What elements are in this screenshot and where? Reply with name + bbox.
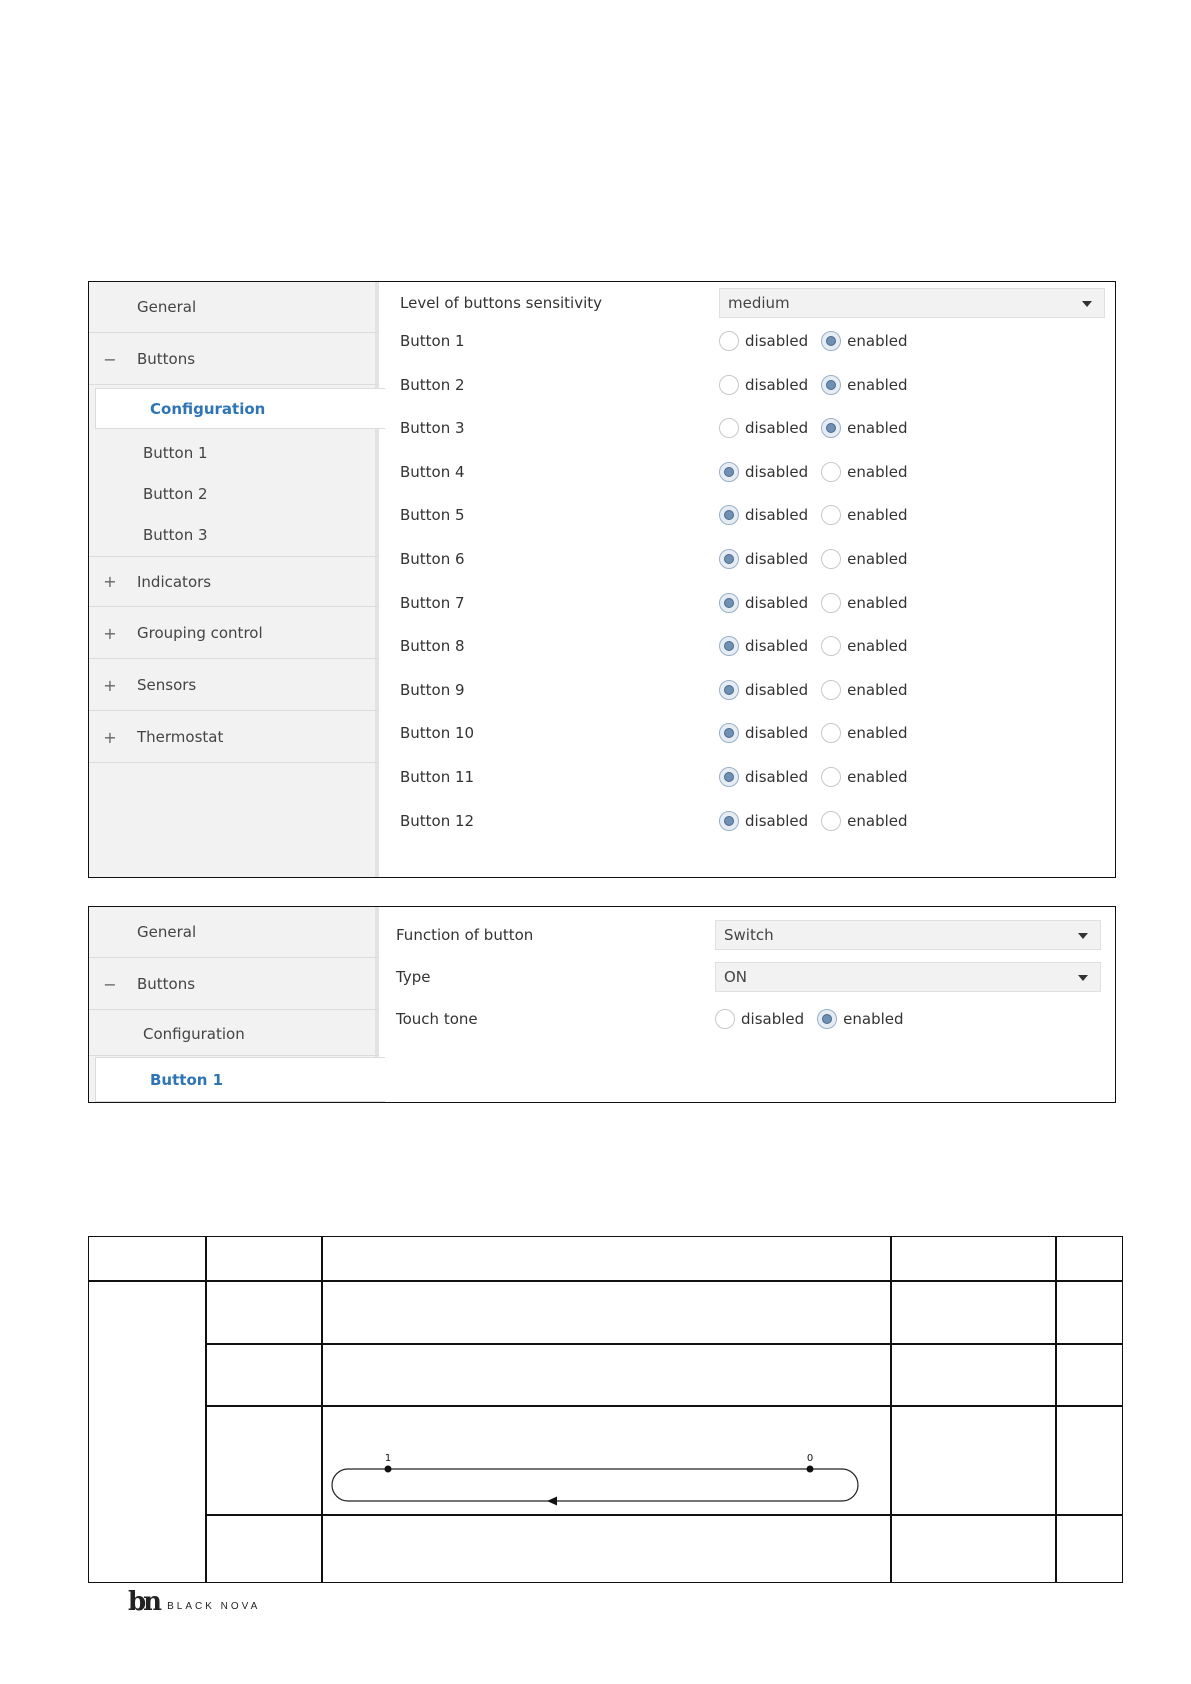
expand-icon[interactable]: + xyxy=(103,572,117,591)
option-disabled[interactable] xyxy=(719,593,808,613)
nav-item-label: Button 1 xyxy=(143,443,208,462)
nav-item-label: Grouping control xyxy=(137,624,263,642)
select-value: ON xyxy=(724,968,748,986)
param-label: Button 11 xyxy=(400,768,475,786)
option-disabled[interactable] xyxy=(719,505,808,525)
param-row-button xyxy=(383,718,1115,748)
radio-label: enabled xyxy=(843,1010,904,1028)
param-row-type xyxy=(379,962,1115,992)
nav-item-label: Indicators xyxy=(137,572,212,591)
radio-label: enabled xyxy=(847,680,908,699)
radio-button[interactable] xyxy=(821,331,841,351)
radio-button[interactable] xyxy=(719,593,739,613)
radio-label: enabled xyxy=(847,419,908,438)
table-header-divider xyxy=(89,1280,1122,1282)
nav-item-grouping-control[interactable] xyxy=(89,608,379,659)
brand-logo xyxy=(128,1589,260,1615)
param-label: Button 1 xyxy=(400,332,465,350)
param-label: Type xyxy=(396,968,431,986)
button-state-radio-group xyxy=(719,811,908,831)
option-enabled[interactable] xyxy=(821,505,907,525)
radio-button[interactable] xyxy=(821,767,841,787)
nav-item-button-2[interactable] xyxy=(89,473,379,514)
param-label: Button 8 xyxy=(400,637,465,656)
button-state-radio-group xyxy=(719,549,908,569)
option-disabled[interactable] xyxy=(719,331,808,351)
button-state-radio-group xyxy=(719,505,908,525)
nav-item-button-3[interactable] xyxy=(89,514,379,555)
radio-label: disabled xyxy=(745,375,809,394)
param-row-button xyxy=(383,457,1115,487)
radio-label: enabled xyxy=(847,637,908,656)
param-row-button xyxy=(383,500,1115,530)
button-state-radio-group xyxy=(719,375,908,395)
nav-item-thermostat[interactable] xyxy=(89,712,379,763)
expand-icon[interactable]: + xyxy=(103,727,117,747)
option-disabled[interactable] xyxy=(719,811,808,831)
button-state-radio-group xyxy=(719,767,908,787)
radio-button[interactable] xyxy=(719,723,739,743)
option-disabled[interactable] xyxy=(719,723,808,743)
radio-button[interactable] xyxy=(821,723,841,743)
radio-label: enabled xyxy=(847,724,908,743)
param-label: Button 6 xyxy=(400,550,465,568)
state-0-point xyxy=(807,1466,814,1473)
radio-button[interactable] xyxy=(719,505,739,525)
radio-button[interactable] xyxy=(719,462,739,482)
option-enabled[interactable] xyxy=(821,462,907,482)
radio-label: disabled xyxy=(745,332,809,350)
radio-button[interactable] xyxy=(719,549,739,569)
nav-item-label: General xyxy=(137,923,197,941)
collapse-icon[interactable]: − xyxy=(103,349,117,369)
option-enabled[interactable] xyxy=(821,418,907,438)
cycle-loop xyxy=(332,1469,858,1501)
option-disabled[interactable] xyxy=(719,418,808,438)
nav-item-label: Button 3 xyxy=(143,525,208,544)
param-row-button xyxy=(383,631,1115,661)
nav-item-label: Buttons xyxy=(137,975,196,993)
radio-label: disabled xyxy=(745,811,809,830)
radio-label: disabled xyxy=(745,724,809,743)
brand-name: BLACK NOVA xyxy=(167,1601,261,1612)
touch-tone-option-enabled[interactable] xyxy=(817,1009,903,1029)
parameters-area xyxy=(379,907,1115,1102)
param-label: Button 3 xyxy=(400,419,465,438)
function-select[interactable] xyxy=(715,920,1101,950)
radio-button[interactable] xyxy=(821,375,841,395)
option-disabled[interactable] xyxy=(719,462,808,482)
sidebar-nav xyxy=(89,907,379,1102)
radio-label: enabled xyxy=(847,506,908,525)
radio-label: disabled xyxy=(745,768,809,786)
table-column-divider xyxy=(205,1237,207,1582)
radio-button[interactable] xyxy=(821,462,841,482)
param-row-button xyxy=(383,675,1115,705)
param-label: Button 12 xyxy=(400,811,475,830)
table-column-divider xyxy=(890,1237,892,1582)
buttons-configuration-window xyxy=(88,281,1116,878)
radio-button[interactable] xyxy=(821,593,841,613)
button-state-radio-group xyxy=(719,593,908,613)
nav-item-button-1[interactable] xyxy=(95,1057,385,1102)
radio-button[interactable] xyxy=(821,811,841,831)
expand-icon[interactable]: + xyxy=(103,623,117,643)
radio-label: enabled xyxy=(847,332,908,350)
param-label: Button 10 xyxy=(400,724,475,743)
param-label: Button 5 xyxy=(400,506,465,525)
table-row-divider xyxy=(205,1514,1122,1516)
param-row-touch-tone xyxy=(379,1004,1115,1034)
param-row-button xyxy=(383,370,1115,400)
touch-tone-option-disabled[interactable] xyxy=(715,1009,804,1029)
radio-label: disabled xyxy=(745,593,809,612)
chevron-down-icon xyxy=(1082,301,1092,307)
radio-button[interactable] xyxy=(719,680,739,700)
button-state-radio-group xyxy=(719,636,908,656)
arrow-left-icon xyxy=(547,1497,557,1506)
button-state-radio-group xyxy=(719,462,908,482)
nav-item-indicators[interactable] xyxy=(89,556,379,607)
radio-button[interactable] xyxy=(719,331,739,351)
nav-item-label: Button 1 xyxy=(150,1070,224,1089)
touch-tone-radio-group xyxy=(715,1009,904,1029)
nav-item-label: Button 2 xyxy=(143,484,208,503)
nav-item-label: Thermostat xyxy=(137,728,224,746)
option-enabled[interactable] xyxy=(821,723,907,743)
logo-mark: bn xyxy=(128,1587,160,1617)
option-enabled[interactable] xyxy=(821,680,907,700)
option-enabled[interactable] xyxy=(821,375,907,395)
param-label: Button 2 xyxy=(400,375,465,394)
nav-item-label: Buttons xyxy=(137,350,196,368)
nav-item-label: General xyxy=(137,298,197,316)
button-state-radio-group xyxy=(719,723,908,743)
radio-label: disabled xyxy=(745,680,809,699)
option-enabled[interactable] xyxy=(821,593,907,613)
parameters-table xyxy=(88,1236,1123,1583)
sidebar-nav xyxy=(89,282,379,877)
table-column-divider xyxy=(1055,1237,1057,1582)
radio-label: enabled xyxy=(847,811,908,830)
collapse-icon[interactable]: − xyxy=(103,974,117,994)
nav-item-buttons[interactable] xyxy=(89,959,379,1010)
nav-item-label: Configuration xyxy=(143,1025,245,1043)
radio-button[interactable] xyxy=(821,418,841,438)
param-row-button xyxy=(383,588,1115,618)
button-state-radio-group xyxy=(719,331,908,351)
radio-button[interactable] xyxy=(719,375,739,395)
state-0-label: 0 xyxy=(806,1453,814,1464)
param-row-button xyxy=(383,326,1115,356)
nav-item-configuration[interactable] xyxy=(89,1013,379,1056)
type-select[interactable] xyxy=(715,962,1101,992)
radio-button[interactable] xyxy=(719,767,739,787)
radio-label: enabled xyxy=(847,550,908,568)
nav-item-general[interactable] xyxy=(89,282,379,333)
radio-label: enabled xyxy=(847,768,908,786)
param-row-button xyxy=(383,806,1115,836)
nav-item-label: Configuration xyxy=(150,399,266,418)
button-1-window xyxy=(88,906,1116,1103)
option-disabled[interactable] xyxy=(719,636,808,656)
radio-button[interactable] xyxy=(821,636,841,656)
parameters-area xyxy=(383,282,1115,877)
radio-label: disabled xyxy=(745,637,809,656)
radio-button[interactable] xyxy=(719,636,739,656)
option-enabled[interactable] xyxy=(821,331,907,351)
param-label: Level of buttons sensitivity xyxy=(400,294,603,312)
radio-button[interactable] xyxy=(821,505,841,525)
radio-button[interactable] xyxy=(719,811,739,831)
option-enabled[interactable] xyxy=(821,549,907,569)
option-disabled[interactable] xyxy=(719,680,808,700)
nav-item-buttons[interactable] xyxy=(89,334,379,385)
expand-icon[interactable]: + xyxy=(103,675,117,695)
radio-button[interactable] xyxy=(821,549,841,569)
radio-button[interactable] xyxy=(817,1009,837,1029)
nav-item-label: Sensors xyxy=(137,676,197,694)
nav-item-sensors[interactable] xyxy=(89,660,379,711)
radio-label: disabled xyxy=(745,462,809,481)
table-row-divider xyxy=(205,1343,1122,1345)
sensitivity-select[interactable] xyxy=(719,288,1105,318)
param-row-button xyxy=(383,544,1115,574)
radio-button[interactable] xyxy=(719,418,739,438)
switch-cycle-diagram xyxy=(321,1405,890,1514)
nav-item-button-1[interactable] xyxy=(89,432,379,473)
select-value: Switch xyxy=(724,926,774,944)
radio-button[interactable] xyxy=(715,1009,735,1029)
param-row-button xyxy=(383,762,1115,792)
option-enabled[interactable] xyxy=(821,636,907,656)
nav-item-configuration[interactable] xyxy=(95,388,385,429)
option-disabled[interactable] xyxy=(719,767,808,787)
option-disabled[interactable] xyxy=(719,375,808,395)
option-enabled[interactable] xyxy=(821,767,907,787)
option-disabled[interactable] xyxy=(719,549,808,569)
radio-label: enabled xyxy=(847,462,908,481)
state-1-point xyxy=(385,1466,392,1473)
param-label: Function of button xyxy=(396,926,534,944)
param-label: Button 4 xyxy=(400,462,465,481)
radio-button[interactable] xyxy=(821,680,841,700)
state-1-label: 1 xyxy=(384,1453,392,1464)
radio-label: disabled xyxy=(745,550,809,568)
button-state-radio-group xyxy=(719,680,908,700)
chevron-down-icon xyxy=(1078,933,1088,939)
param-label: Touch tone xyxy=(396,1010,478,1028)
button-state-radio-group xyxy=(719,418,908,438)
radio-label: disabled xyxy=(745,419,809,438)
radio-label: disabled xyxy=(745,506,809,525)
radio-label: enabled xyxy=(847,375,908,394)
select-value: medium xyxy=(728,294,790,312)
param-row-function xyxy=(379,920,1115,950)
chevron-down-icon xyxy=(1078,975,1088,981)
param-row-button xyxy=(383,413,1115,443)
param-label: Button 9 xyxy=(400,680,465,699)
radio-label: disabled xyxy=(741,1010,805,1028)
param-row-sensitivity xyxy=(383,288,1115,318)
nav-item-general[interactable] xyxy=(89,907,379,958)
option-enabled[interactable] xyxy=(821,811,907,831)
param-label: Button 7 xyxy=(400,593,465,612)
radio-label: enabled xyxy=(847,593,908,612)
